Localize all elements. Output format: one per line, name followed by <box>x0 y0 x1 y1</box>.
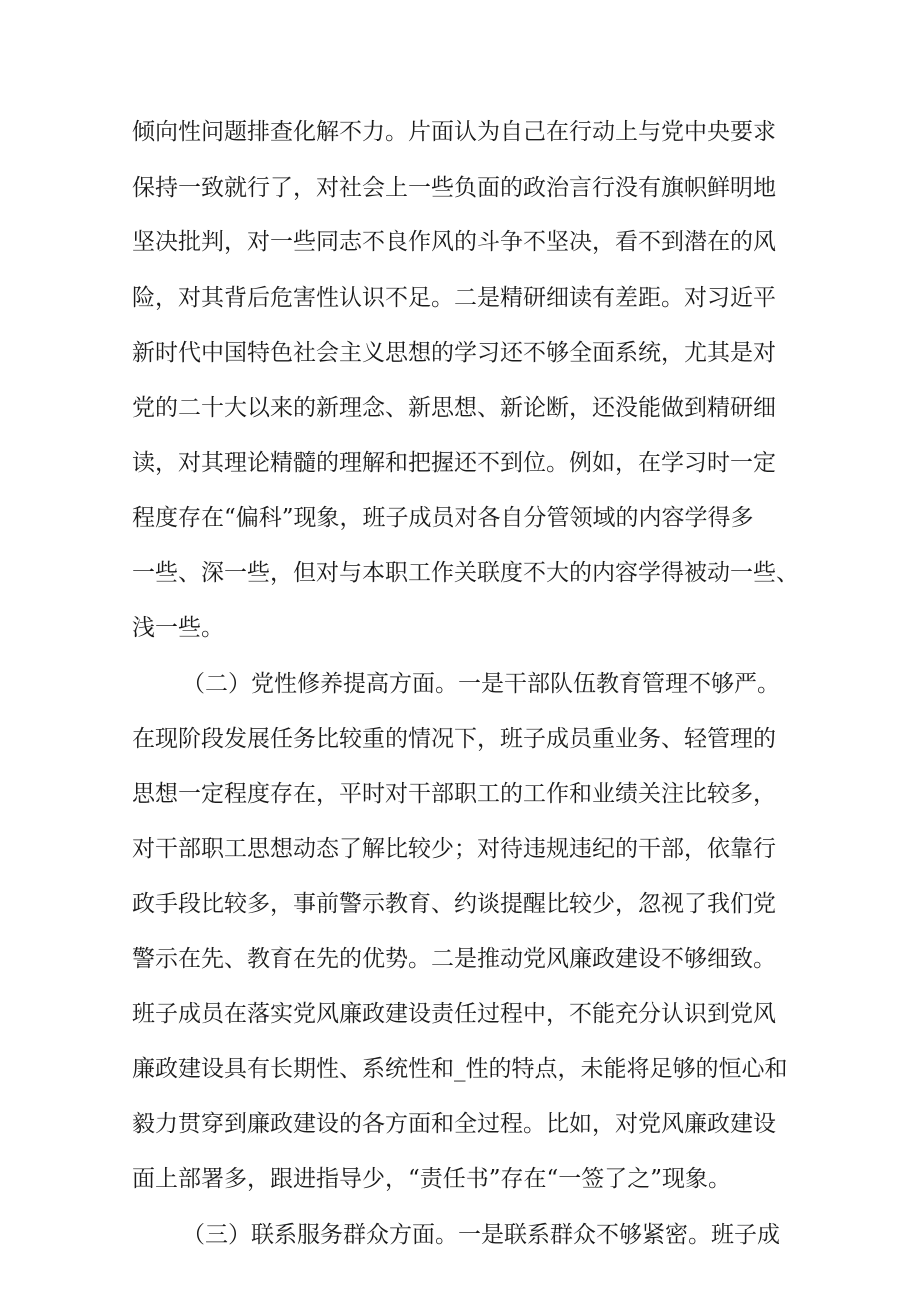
paragraph-line: 一些、深一些，但对与本职工作关联度不大的内容学得被动一些、 <box>132 560 799 586</box>
paragraph-line: 读，对其理论精髓的理解和把握还不到位。例如，在学习时一定 <box>132 450 776 476</box>
section-heading-line: （二）党性修养提高方面。一是干部队伍教育管理不够严。 <box>182 671 780 697</box>
paragraph-line: 面上部署多，跟进指导少，“责任书”存在“一签了之”现象。 <box>132 1166 732 1192</box>
paragraph-line: 党的二十大以来的新理念、新思想、新论断，还没能做到精研细 <box>132 395 776 421</box>
paragraph-line: 思想一定程度存在，平时对干部职工的工作和业绩关注比较多， <box>132 781 776 807</box>
paragraph-line: 政手段比较多，事前警示教育、约谈提醒比较少，忽视了我们党 <box>132 891 776 917</box>
paragraph-line: 班子成员在落实党风廉政建设责任过程中，不能充分认识到党风 <box>132 1001 776 1027</box>
paragraph-line: 毅力贯穿到廉政建设的各方面和全过程。比如，对党风廉政建设 <box>132 1111 776 1137</box>
paragraph-line: 对干部职工思想动态了解比较少；对待违规违纪的干部，依靠行 <box>132 836 776 862</box>
section-heading-line: （三）联系服务群众方面。一是联系群众不够紧密。班子成 <box>182 1222 780 1248</box>
paragraph-line: 保持一致就行了，对社会上一些负面的政治言行没有旗帜鲜明地 <box>132 175 776 201</box>
paragraph-line: 坚决批判，对一些同志不良作风的斗争不坚决，看不到潜在的风 <box>132 229 776 255</box>
paragraph-line: 险，对其背后危害性认识不足。二是精研细读有差距。对习近平 <box>132 285 776 311</box>
paragraph-line: 程度存在“偏科”现象，班子成员对各自分管领域的内容学得多 <box>132 505 754 531</box>
paragraph-line: 警示在先、教育在先的优势。二是推动党风廉政建设不够细致。 <box>132 946 776 972</box>
paragraph-line: 浅一些。 <box>132 615 224 641</box>
paragraph-line: 倾向性问题排查化解不力。片面认为自己在行动上与党中央要求 <box>132 119 776 145</box>
paragraph-line: 新时代中国特色社会主义思想的学习还不够全面系统，尤其是对 <box>132 340 776 366</box>
paragraph-line: 廉政建设具有长期性、系统性和_性的特点，未能将足够的恒心和 <box>132 1056 788 1082</box>
paragraph-line: 在现阶段发展任务比较重的情况下，班子成员重业务、轻管理的 <box>132 726 776 752</box>
